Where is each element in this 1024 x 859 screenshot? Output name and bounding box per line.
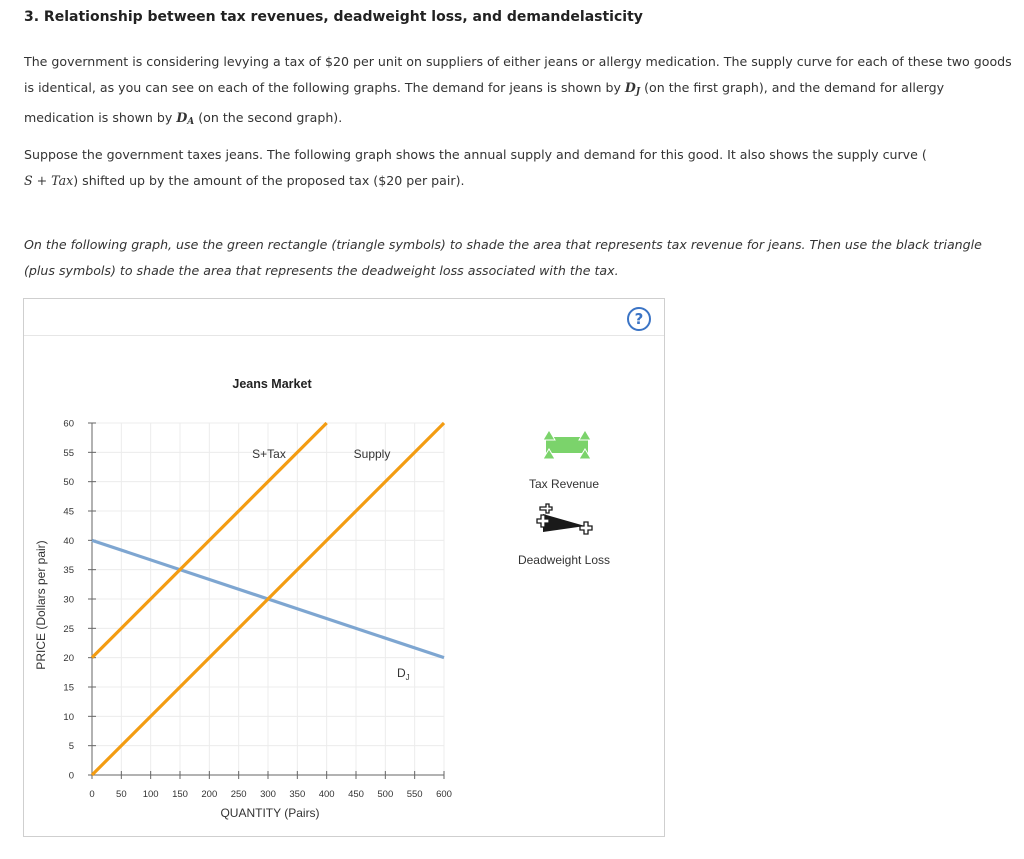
y-tick-label: 40	[63, 535, 74, 547]
y-tick-label: 30	[63, 594, 74, 606]
supply-label: Supply	[353, 447, 391, 461]
x-tick-label: 250	[230, 789, 247, 800]
instruction-paragraph: On the following graph, use the green rectangle (triangle symbols) to shade the area that represents tax revenue for jeans. Then use the black triangle (plus symbols) to shade the area that represents the deadweight loss associated with the tax.	[24, 237, 982, 278]
deadweight-loss-label: Deadweight Loss	[517, 553, 611, 567]
tax-revenue-tool[interactable]	[543, 430, 591, 459]
y-tick-label: 60	[63, 418, 74, 430]
x-axis-label: QUANTITY (Pairs)	[220, 806, 320, 820]
y-tick-label: 20	[63, 653, 74, 665]
x-tick-label: 0	[89, 789, 95, 800]
y-tick-label: 15	[63, 682, 74, 694]
tax-revenue-label: Tax Revenue	[528, 477, 600, 491]
y-tick-label: 35	[63, 565, 74, 577]
y-tick-label: 10	[63, 711, 74, 723]
x-tick-label: 300	[260, 789, 276, 800]
y-tick-label: 50	[63, 477, 74, 489]
x-tick-label: 550	[406, 789, 423, 800]
x-tick-label: 600	[436, 789, 452, 800]
x-tick-label: 350	[289, 789, 306, 800]
x-tick-label: 50	[116, 789, 127, 800]
jeans-market-chart	[24, 299, 664, 836]
y-tick-label: 45	[63, 506, 74, 518]
intro-paragraph: The government is considering levying a tax of $20 per unit on suppliers of either jeans or allergy medication. The supply curve for each of these two goods is identical, as you can see on each of the following graphs. The demand for jeans is shown by $D_J$ (on the first graph), and the demand for allergy medication is shown by $D_A$ (on the second graph).	[24, 54, 1012, 127]
chart-title: Jeans Market	[232, 377, 312, 391]
question-title: 3. Relationship between tax revenues, deadweight loss, and demandelasticity	[24, 9, 643, 25]
s-plus-tax-label: S+Tax	[252, 447, 286, 461]
y-tick-label: 0	[68, 770, 74, 782]
scenario-paragraph: Suppose the government taxes jeans. The following graph shows the annual supply and demand for this good. It also shows the supply curve ( S + Tax) shifted up by the amount of the proposed tax ($20 per pair).	[24, 147, 927, 188]
y-tick-label: 25	[63, 623, 74, 635]
demand-allergy-symbol: $D_A$	[176, 110, 195, 127]
x-tick-label: 500	[377, 789, 394, 800]
y-axis-label: PRICE (Dollars per pair)	[34, 540, 48, 670]
y-tick-label: 55	[63, 447, 74, 459]
demand-label: $D_J$	[397, 666, 410, 682]
x-tick-label: 150	[172, 789, 188, 800]
x-tick-label: 100	[142, 789, 159, 800]
x-tick-label: 200	[201, 789, 218, 800]
y-tick-label: 5	[68, 741, 74, 753]
x-tick-label: 400	[318, 789, 335, 800]
x-tick-label: 450	[348, 789, 364, 800]
s-plus-tax-symbol: S + Tax	[24, 173, 74, 188]
y-axis-ticks	[63, 419, 96, 782]
graph-panel	[23, 298, 665, 837]
help-icon[interactable]: ?	[627, 307, 651, 331]
deadweight-loss-tool[interactable]	[537, 504, 592, 534]
demand-jeans-symbol: $D_J$	[624, 80, 641, 97]
